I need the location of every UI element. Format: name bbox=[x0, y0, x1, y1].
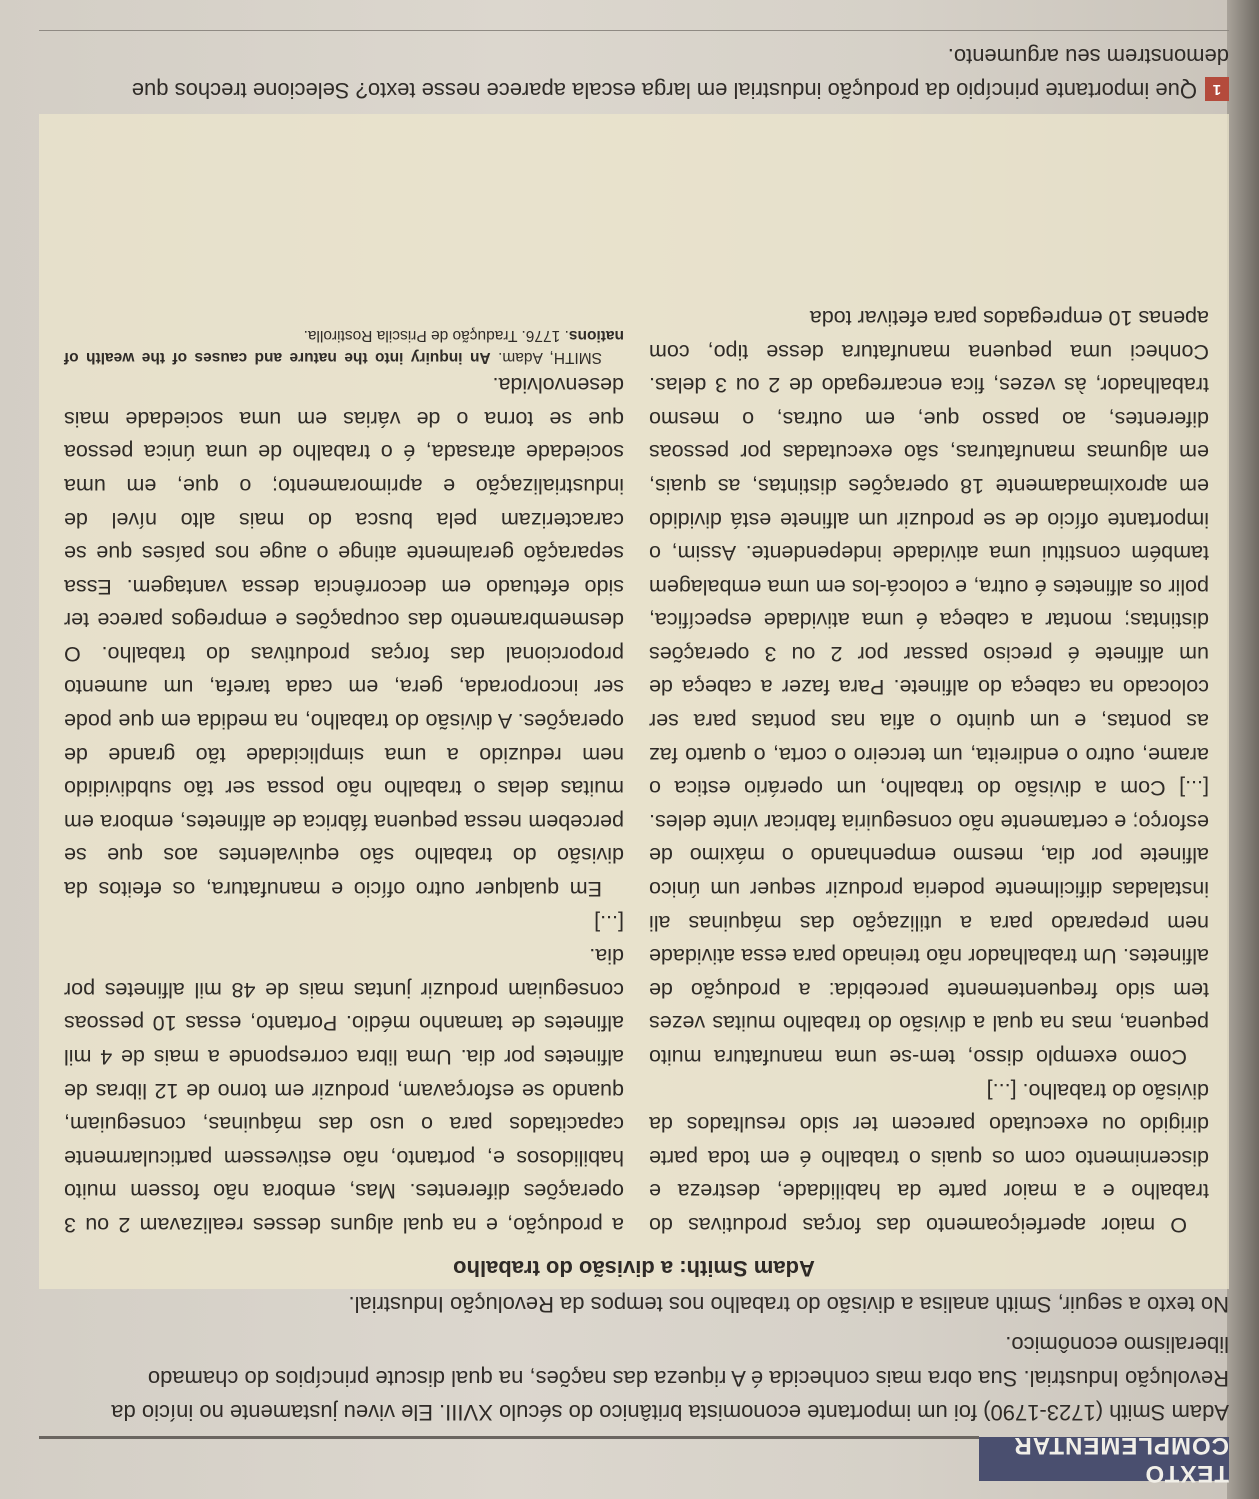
question-block bbox=[39, 39, 1229, 107]
footer-divider bbox=[39, 30, 1229, 31]
source-citation bbox=[64, 324, 624, 368]
article-paragraph: Como exemplo disso, tem-se uma manufatura muito pequena, mas na qual a divisão do trabalho muitas vezes tem sido frequentemente percebida: a produção de alfinetes. Um trabalhador não treinado para essa atividade nem preparado para a utilização das máquinas ali instaladas dificilmente poderia produzir sequer um único alfinete por dia, mesmo empenhando o máximo de esforço; e certamente não conseguiria fabricar vinte deles. [...] Com a divisão do trabalho, um operário estica o arame, outro o endireita, um terceiro o corta, o quarto faz as pontas, e um quinto o afia nas pontas para ser colocado na cabeça do alfinete. Para fazer a cabeça de um alfinete é preciso passar por 2 ou 3 operações distintas; montar a cabeça é uma atividade específica, polir os alfinetes é outra, e colocá-los em uma embalagem também constitui uma atividade independente. Assim, o importante ofício de se produzir um alfinete está dividido em aproximadamente 18 operações distintas, as quais, em algumas manufaturas, são executadas por pessoas diferentes, ao passo que, em outras, o mesmo trabalhador, às vezes, fica encarregado de 2 ou 3 delas. Conheci uma pequena manufatura desse tipo, com apenas 10 empregados para efetivar toda bbox=[649, 305, 1209, 1070]
intro-block bbox=[39, 1281, 1229, 1429]
article-column-left bbox=[649, 300, 1209, 1241]
article-panel bbox=[39, 114, 1229, 1289]
article-paragraph: Em qualquer outro ofício e manufatura, os efeitos da divisão do trabalho são equivalentes aos que se percebem nessa pequena fábrica de alfinetes, embora em muitas delas o trabalho não possa ser tão subdividido nem reduzido a uma simplicidade tão grande de operações. A divisão do trabalho, na medida em que pode ser incorporada, gera, em cada tarefa, um aumento proporcional das forças produtivas do trabalho. O desmembramento das ocupações e empregos parece ter sido efetuado em decorrência dessa vantagem. Essa separação geralmente atinge o auge nos países que se caracterizam pela busca do mais alto nível de industrialização e aprimoramento; o que, em uma sociedade atrasada, é o trabalho de uma única pessoa que se torna o de várias em uma sociedade mais desenvolvida. bbox=[64, 373, 624, 902]
intro-paragraph: Adam Smith (1723-1790) foi um importante economista britânico do século XVIII. Ele viveu justamente no início da Revolução Industrial. Sua obra mais conhecida é A riqueza das nações, na qual discute princípios do chamado liberalismo econômico. bbox=[111, 1332, 1229, 1425]
source-prefix: SMITH, Adam. bbox=[490, 348, 602, 366]
article-paragraph: O maior aperfeiçoamento das forças produtivas do trabalho e a maior parte da habilidade, destreza e discernimento com os quais o trabalho é em toda parte dirigido ou executado parecem ter sido resultados da divisão do trabalho. [...] bbox=[649, 1078, 1209, 1237]
source-book-title: An inquiry into the nature and causes of the wealth of nations bbox=[64, 326, 624, 366]
section-badge: TEXTO COMPLEMENTAR bbox=[979, 1437, 1229, 1481]
article-column-right bbox=[64, 324, 624, 1241]
question-number-badge: 1 bbox=[1205, 77, 1229, 101]
question-text: Que importante princípio da produção industrial em larga escala aparece nesse texto? Selecione trechos que demonstrem seu argumento. bbox=[131, 44, 1229, 103]
page-binding-edge bbox=[1227, 0, 1259, 1499]
source-suffix: . 1776. Tradução de Priscila Rostirolla. bbox=[303, 326, 569, 344]
article-title: Adam Smith: a divisão do trabalho bbox=[453, 1256, 815, 1281]
article-paragraph: a produção, e na qual alguns desses realizavam 2 ou 3 operações diferentes. Mas, embora não fossem muito habilidosos e, portanto, não estivessem particularmente capacitados para o uso das máquinas, conseguiam, quando se esforçavam, produzir em torno de 12 libras de alfinetes por dia. Uma libra corresponde a mais de 4 mil alfinetes de tamanho médio. Portanto, essas 10 pessoas conseguiam produzir juntas mais de 48 mil alfinetes por dia. bbox=[64, 944, 624, 1237]
ellipsis-marker: [...] bbox=[594, 910, 624, 935]
header-divider bbox=[39, 1436, 979, 1439]
intro-paragraph: No texto a seguir, Smith analisa a divisão do trabalho nos tempos da Revolução Industrial. bbox=[348, 1292, 1229, 1317]
